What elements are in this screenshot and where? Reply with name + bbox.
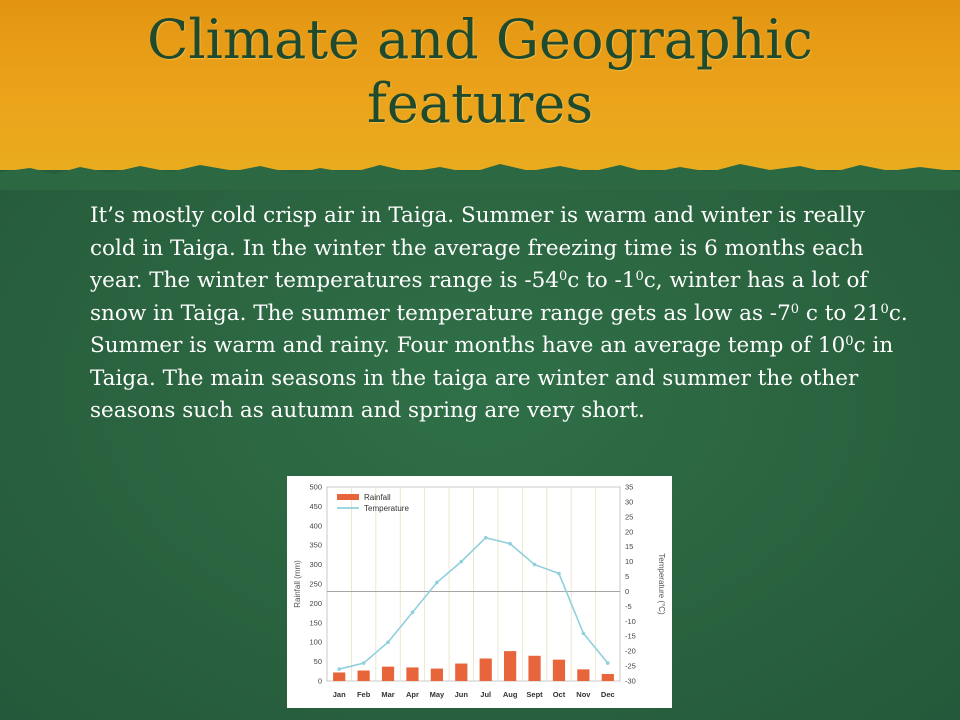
- legend-rainfall-label: Rainfall: [364, 493, 391, 502]
- rainfall-bar: [528, 656, 540, 681]
- right-tick-label: 30: [625, 497, 634, 507]
- left-tick-label: 450: [309, 501, 322, 511]
- temperature-point: [459, 560, 463, 564]
- torn-edge-decoration: [0, 150, 960, 190]
- body-text-4: c to 21: [799, 300, 881, 326]
- temperature-point: [484, 536, 488, 540]
- temperature-point: [508, 542, 512, 546]
- rainfall-bar: [553, 660, 565, 681]
- body-paragraph: [90, 200, 910, 428]
- right-tick-label: 0: [625, 586, 630, 596]
- month-label: Apr: [405, 690, 419, 699]
- rainfall-bar: [480, 658, 492, 681]
- temperature-point: [533, 563, 537, 567]
- month-label: Nov: [576, 690, 591, 699]
- right-tick-label: 15: [625, 542, 634, 552]
- degree-mark: 0: [635, 269, 644, 284]
- right-tick-label: -10: [625, 616, 636, 626]
- month-label: Aug: [502, 690, 518, 699]
- degree-mark: 0: [880, 301, 889, 317]
- left-axis-label: Rainfall (mm): [293, 560, 302, 608]
- right-tick-label: 5: [625, 572, 630, 582]
- left-tick-label: 250: [309, 579, 322, 589]
- right-tick-label: -25: [625, 661, 636, 671]
- right-tick-label: 10: [625, 557, 634, 567]
- rainfall-bar: [504, 651, 516, 681]
- body-text-1: It’s mostly cold crisp air in Taiga. Summer is warm and winter is really cold in Taiga. In the winter the average freezing time is 6 months each year. The winter temperatures range is -54: [90, 203, 865, 293]
- right-tick-label: 35: [625, 482, 634, 492]
- left-tick-label: 0: [317, 676, 322, 686]
- climate-chart: [287, 476, 672, 708]
- month-label: Jun: [454, 690, 468, 699]
- left-tick-label: 100: [309, 637, 322, 647]
- left-tick-label: 400: [309, 521, 322, 531]
- month-label: Oct: [552, 690, 566, 699]
- rainfall-bar: [358, 671, 370, 681]
- rainfall-bar: [602, 674, 614, 681]
- month-label: Jan: [332, 690, 346, 699]
- temperature-point: [557, 572, 561, 576]
- right-tick-label: -15: [625, 631, 636, 641]
- body-text-3: c, winter has a lot of snow in Taiga. The summer temperature range gets as low as -7: [90, 268, 868, 326]
- body-text-2: c to -1: [567, 268, 636, 293]
- right-axis-label: Temperature (°C): [657, 553, 666, 615]
- title-line-2: features: [366, 72, 594, 135]
- temperature-point: [582, 631, 586, 635]
- left-tick-label: 500: [309, 482, 322, 492]
- temperature-point: [386, 640, 390, 644]
- temperature-point: [606, 661, 610, 665]
- rainfall-bar: [406, 667, 418, 681]
- right-tick-label: 25: [625, 512, 634, 522]
- rainfall-bar: [382, 667, 394, 681]
- right-tick-label: 20: [625, 527, 634, 537]
- left-tick-label: 50: [313, 657, 322, 667]
- month-label: May: [429, 690, 445, 699]
- rainfall-bar: [577, 669, 589, 681]
- left-tick-label: 200: [309, 598, 322, 608]
- left-tick-label: 150: [309, 618, 322, 628]
- rainfall-bar: [431, 669, 443, 681]
- degree-mark: 0: [790, 301, 800, 317]
- slide-title: [0, 8, 960, 136]
- legend-rainfall-swatch: [337, 494, 359, 500]
- month-label: Mar: [381, 690, 395, 699]
- right-tick-label: -30: [625, 676, 636, 686]
- right-tick-label: -5: [625, 601, 632, 611]
- degree-mark: 0: [558, 269, 568, 284]
- body-text-6: c in Taiga. The main seasons in the taiga are winter and summer the other seasons such as autumn and spring are very short.: [90, 333, 894, 423]
- title-line-1: Climate and Geographic: [147, 8, 813, 71]
- left-tick-label: 300: [309, 560, 322, 570]
- right-tick-label: -20: [625, 646, 636, 656]
- temperature-point: [435, 581, 439, 585]
- temperature-point: [337, 667, 341, 671]
- month-label: Feb: [356, 690, 371, 699]
- rainfall-bar: [455, 664, 467, 681]
- rainfall-bar: [333, 672, 345, 681]
- month-label: Jul: [480, 690, 492, 699]
- degree-mark: 0: [845, 334, 854, 349]
- climate-chart-svg: [287, 476, 672, 708]
- month-label: Dec: [600, 690, 615, 699]
- temperature-point: [362, 661, 366, 665]
- temperature-point: [411, 611, 415, 615]
- legend-temperature-label: Temperature: [364, 504, 409, 513]
- left-tick-label: 350: [309, 540, 322, 550]
- month-label: Sept: [526, 690, 543, 699]
- body-text-5: c. Summer is warm and rainy. Four months have an average temp of 10: [90, 300, 908, 358]
